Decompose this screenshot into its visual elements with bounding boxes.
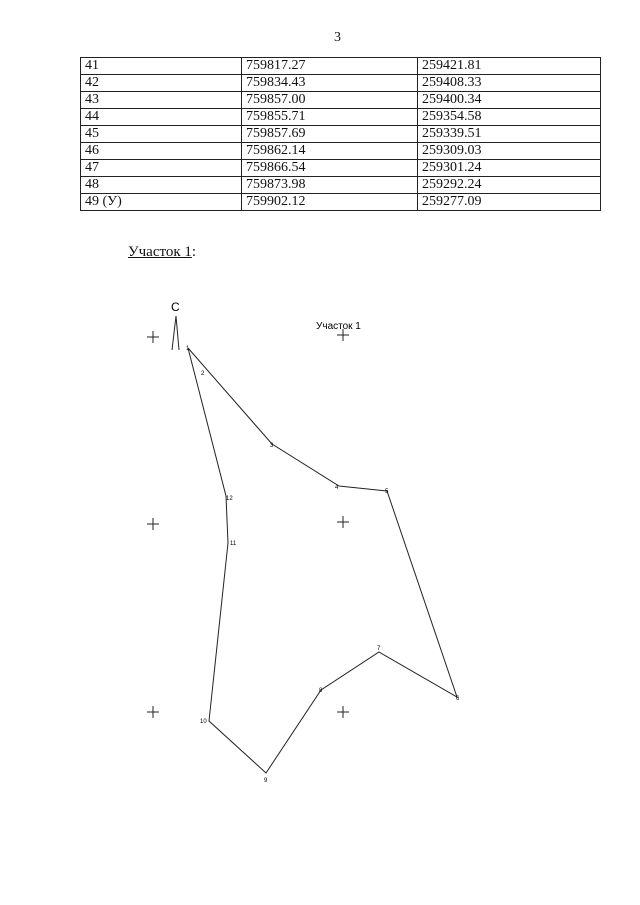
diagram-title: Участок 1	[316, 321, 361, 332]
table-cell-point: 41	[81, 58, 242, 75]
grid-cross	[147, 518, 159, 530]
parcel-boundary	[188, 348, 457, 773]
north-arrow-icon	[171, 300, 180, 350]
table-cell-y: 259277.09	[418, 194, 601, 211]
vertex-label: 2	[201, 371, 205, 377]
vertex-label: 3	[270, 443, 274, 449]
grid-cross	[337, 516, 349, 528]
vertex-label: 11	[230, 541, 237, 547]
table-cell-y: 259339.51	[418, 126, 601, 143]
table-cell-x: 759873.98	[242, 177, 418, 194]
table-cell-point: 49 (У)	[81, 194, 242, 211]
vertex-label: 7	[377, 646, 381, 652]
table-cell-x: 759817.27	[242, 58, 418, 75]
vertex-label: 1	[186, 346, 190, 352]
vertex-label: 6	[456, 696, 460, 702]
table-cell-y: 259354.58	[418, 109, 601, 126]
vertex-label: 5	[385, 489, 389, 495]
table-cell-x: 759862.14	[242, 143, 418, 160]
grid-cross	[337, 706, 349, 718]
table-cell-point: 45	[81, 126, 242, 143]
table-cell-point: 47	[81, 160, 242, 177]
table-cell-point: 44	[81, 109, 242, 126]
table-cell-x: 759902.12	[242, 194, 418, 211]
table-cell-y: 259400.34	[418, 92, 601, 109]
table-cell-y: 259301.24	[418, 160, 601, 177]
table-cell-x: 759834.43	[242, 75, 418, 92]
page-number: 3	[334, 30, 341, 45]
table-cell-x: 759855.71	[242, 109, 418, 126]
vertex-label: 12	[226, 496, 233, 502]
vertex-label: 8	[319, 688, 323, 694]
table-cell-x: 759857.00	[242, 92, 418, 109]
table-cell-y: 259421.81	[418, 58, 601, 75]
table-cell-x: 759857.69	[242, 126, 418, 143]
table-cell-point: 42	[81, 75, 242, 92]
grid-cross	[147, 331, 159, 343]
table-cell-x: 759866.54	[242, 160, 418, 177]
vertex-label: 10	[200, 719, 207, 725]
table-cell-point: 46	[81, 143, 242, 160]
section-heading-label: Участок 1	[128, 244, 192, 260]
section-heading-colon: :	[191, 244, 197, 260]
table-cell-y: 259292.24	[418, 177, 601, 194]
table-cell-point: 43	[81, 92, 242, 109]
vertex-label: 9	[264, 778, 268, 784]
table-cell-point: 48	[81, 177, 242, 194]
vertex-label: 4	[335, 485, 339, 491]
grid-cross	[147, 706, 159, 718]
north-label: С	[171, 300, 180, 314]
table-cell-y: 259408.33	[418, 75, 601, 92]
table-cell-y: 259309.03	[418, 143, 601, 160]
